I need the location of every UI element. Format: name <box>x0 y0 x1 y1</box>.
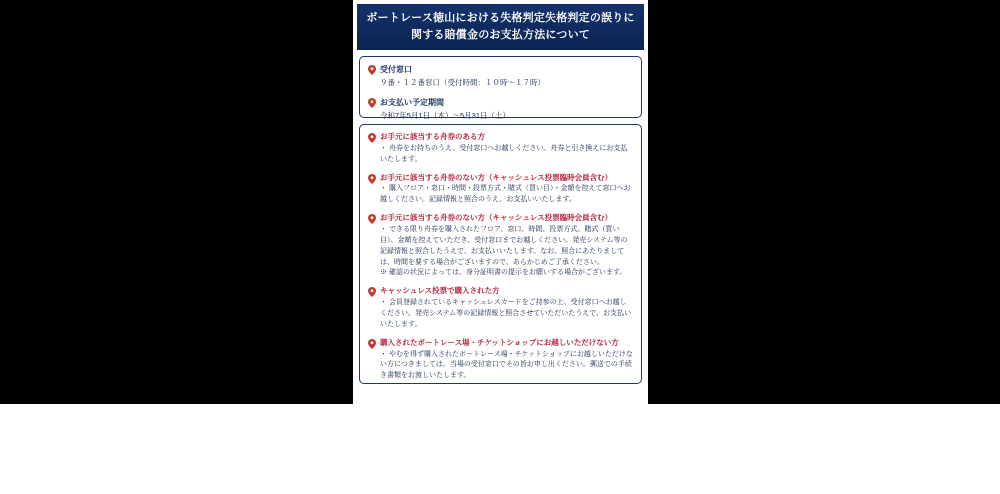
pin-icon <box>368 65 376 75</box>
page-title: ボートレース徳山における失格判定失格判定の誤りに関する賠償金のお支払方法について <box>357 4 644 50</box>
pin-icon <box>368 287 376 297</box>
detail-entry-without-ticket-1 <box>368 173 633 207</box>
detail-entry-body: ・ 舟券をお持ちのうえ、受付窓口へお越しください。舟券と引き換えにお支払いたします。 <box>380 144 628 163</box>
detail-entry-title: お手元に該当する舟券のある方 <box>380 132 485 141</box>
detail-entry-title: お手元に該当する舟券のない方（キャッシュレス投票臨時会員含む） <box>380 172 613 182</box>
detail-entry-with-ticket <box>368 132 633 166</box>
pin-icon <box>368 174 376 184</box>
detail-entry-body: ・ できる限り舟券を購入されたフロア、窓口、時間、投票方式、賭式（買い目）、金額を控えていただき、受付窓口までお越しください。発売システム等の記録情報と照合したうえで、お支払いいたします。なお、照合にあたりましては、時間を要する場合がございますので、あらかじめご了承ください。 <box>380 226 628 266</box>
info-entry-title: 受付窓口 <box>380 65 412 74</box>
detail-entry-body: ・ 会員登録されているキャッシュレスカードをご持参の上、受付窓口へお越しください。発売システム等の記録情報と照合させていただいたうえで、お支払いいたします。 <box>380 299 632 328</box>
info-entry-body: 令和7年5月1日（木）〜5月31日（土） <box>380 110 511 120</box>
pin-icon <box>368 214 376 224</box>
notice-document <box>353 0 648 404</box>
detail-entry-body: ・ やむを得ず購入されたボートレース場・チケットショップにお越しいただけない方につきましては、当場の受付窓口でその旨お申し出ください。郵送での手続き書類をお渡しいたします。 <box>380 350 633 380</box>
detail-entry-title: お手元に該当する舟券のない方（キャッシュレス投票臨時会員含む） <box>380 213 613 223</box>
info-box <box>359 56 642 118</box>
detail-entry-title: キャッシュレス投票で購入された方 <box>380 286 500 296</box>
detail-entry-title: 購入されたボートレース場・チケットショップにお越しいただけない方 <box>380 337 619 347</box>
detail-entry-body: ・ 購入フロア・窓口・時間・投票方式・賭式（買い目）・金額を控えて窓口へお越しください。記録情報と照合のうえ、お支払いいたします。 <box>380 185 631 204</box>
detail-entry-without-ticket-2 <box>368 213 633 279</box>
info-entry-reception <box>368 64 633 88</box>
detail-entry-note: ※ 確認の状況によっては、身分証明書の提示をお願いする場合がございます。 <box>380 269 627 277</box>
pin-icon <box>368 339 376 349</box>
detail-entry-cannot-visit <box>368 338 633 382</box>
info-entry-title: お支払い予定期間 <box>380 98 444 108</box>
info-entry-payment-period <box>368 97 633 121</box>
detail-entry-cashless <box>368 286 633 330</box>
detail-box <box>359 124 642 384</box>
pin-icon <box>368 133 376 143</box>
pin-icon <box>368 98 376 108</box>
info-entry-body: ９番・１２番窓口（受付時間：１０時〜１７時） <box>380 77 545 87</box>
